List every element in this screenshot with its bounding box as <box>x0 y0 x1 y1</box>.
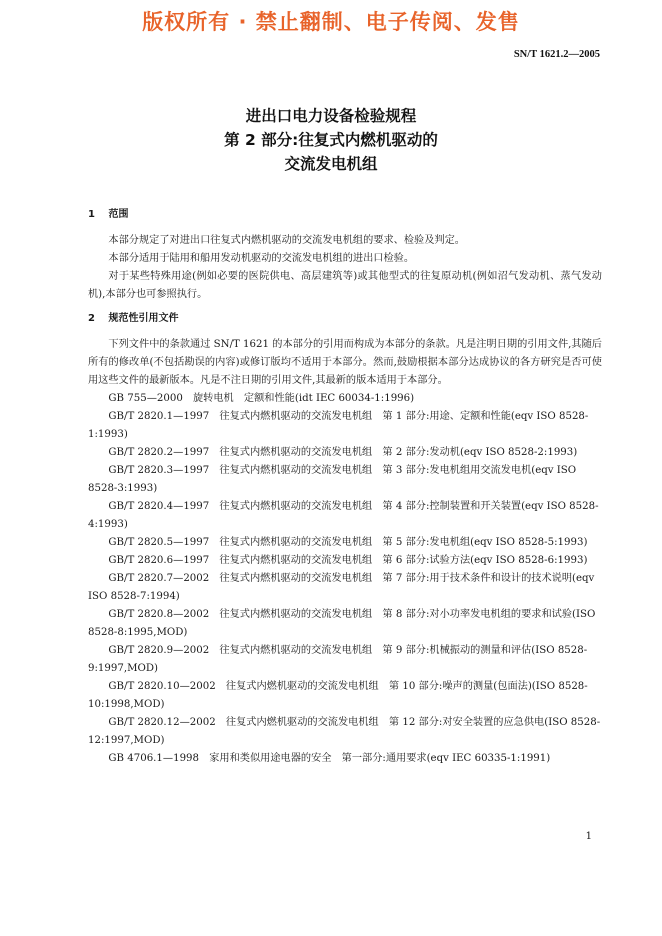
document-title <box>0 104 662 176</box>
title-line-3: 交流发电机组 <box>284 155 378 173</box>
reference-item: GB/T 2820.6—1997 往复式内燃机驱动的交流发电机组 第 6 部分:试验方法(eqv ISO 8528-6:1993) <box>108 555 588 566</box>
reference-item: GB/T 2820.8—2002 往复式内燃机驱动的交流发电机组 第 8 部分:对小功率发电机组的要求和试验(ISO 8528-8:1995,MOD) <box>88 609 596 638</box>
title-line-1: 进出口电力设备检验规程 <box>245 107 417 125</box>
references-intro: 下列文件中的条款通过 SN/T 1621 的本部分的引用而构成为本部分的条款。凡是注明日期的引用文件,其随后所有的修改单(不包括勘误的内容)或修订版均不适用于本部分。然而,鼓励根据本部分达成协议的各方研究是否可使用这些文件的最新版本。凡是不注日期的引用文件,其最新的版本适用于本部分。 <box>88 339 602 386</box>
standard-number: SN/T 1621.2—2005 <box>513 49 600 60</box>
section-scope <box>88 206 602 304</box>
section-number: 2 <box>88 313 95 324</box>
reference-item: GB/T 2820.3—1997 往复式内燃机驱动的交流发电机组 第 3 部分:发电机组用交流发电机(eqv ISO 8528-3:1993) <box>88 465 577 494</box>
reference-item: GB/T 2820.9—2002 往复式内燃机驱动的交流发电机组 第 9 部分:机械振动的测量和评估(ISO 8528-9:1997,MOD) <box>88 645 588 674</box>
scope-paragraph-3: 对于某些特殊用途(例如必要的医院供电、高层建筑等)或其他型式的往复原动机(例如沼气发动机、蒸气发动机),本部分也可参照执行。 <box>88 271 602 300</box>
section-normative-references <box>88 310 602 768</box>
scope-paragraph-1: 本部分规定了对进出口往复式内燃机驱动的交流发电机组的要求、检验及判定。 <box>108 235 465 246</box>
copyright-watermark: 版权所有 · 禁止翻制、电子传阅、发售 <box>142 10 520 34</box>
reference-item: GB/T 2820.12—2002 往复式内燃机驱动的交流发电机组 第 12 部分:对安全装置的应急供电(ISO 8528-12:1997,MOD) <box>88 717 601 746</box>
reference-item: GB 4706.1—1998 家用和类似用途电器的安全 第一部分:通用要求(eqv IEC 60335-1:1991) <box>108 753 551 764</box>
page-number: 1 <box>585 831 592 842</box>
reference-item: GB/T 2820.1—1997 往复式内燃机驱动的交流发电机组 第 1 部分:用途、定额和性能(eqv ISO 8528-1:1993) <box>88 411 589 440</box>
reference-item: GB/T 2820.5—1997 往复式内燃机驱动的交流发电机组 第 5 部分:发电机组(eqv ISO 8528-5:1993) <box>108 537 588 548</box>
reference-item: GB/T 2820.7—2002 往复式内燃机驱动的交流发电机组 第 7 部分:用于技术条件和设计的技术说明(eqv ISO 8528-7:1994) <box>88 573 595 602</box>
section-heading-references <box>88 310 602 328</box>
section-number: 1 <box>88 209 95 220</box>
reference-item: GB/T 2820.2—1997 往复式内燃机驱动的交流发电机组 第 2 部分:发动机(eqv ISO 8528-2:1993) <box>108 447 578 458</box>
reference-item: GB 755—2000 旋转电机 定额和性能(idt IEC 60034-1:1996) <box>108 393 415 404</box>
reference-item: GB/T 2820.4—1997 往复式内燃机驱动的交流发电机组 第 4 部分:控制装置和开关装置(eqv ISO 8528-4:1993) <box>88 501 599 530</box>
reference-item: GB/T 2820.10—2002 往复式内燃机驱动的交流发电机组 第 10 部分:噪声的测量(包面法)(ISO 8528-10:1998,MOD) <box>88 681 588 710</box>
document-body <box>88 206 602 768</box>
title-line-2: 第 2 部分:往复式内燃机驱动的 <box>224 131 438 149</box>
section-heading-scope <box>88 206 602 224</box>
scope-paragraph-2: 本部分适用于陆用和船用发动机驱动的交流发电机组的进出口检验。 <box>108 253 415 264</box>
section-title: 范围 <box>108 209 129 220</box>
section-title: 规范性引用文件 <box>108 313 179 324</box>
